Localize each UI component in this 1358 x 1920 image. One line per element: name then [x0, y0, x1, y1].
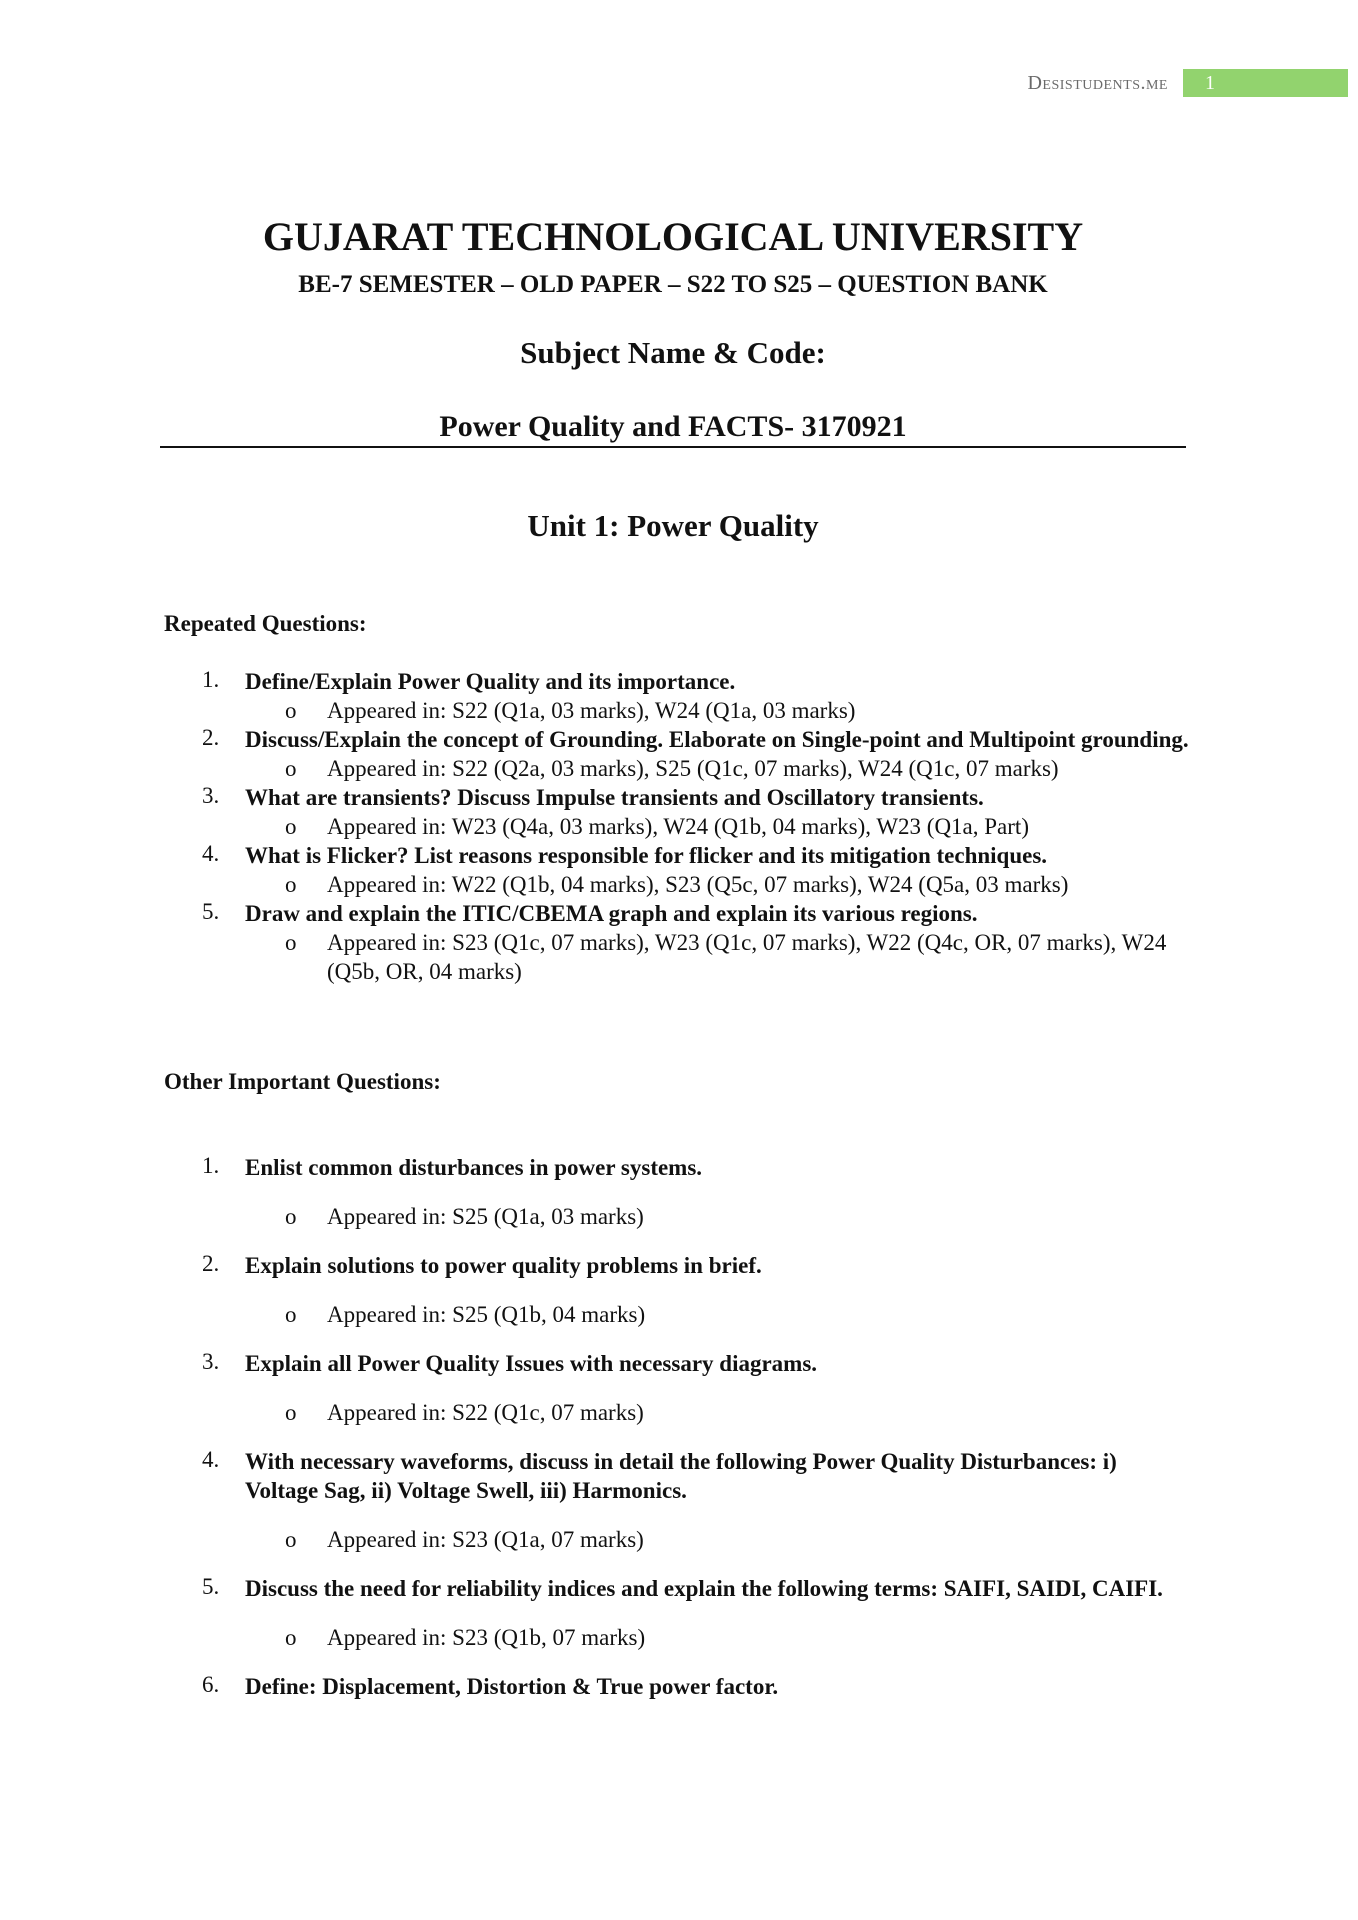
question-item — [164, 783, 1194, 841]
question-text: Discuss the need for reliability indices and explain the following terms: SAIFI, SAIDI, CAIFI. — [245, 1576, 1163, 1601]
subject-label: Subject Name & Code: — [520, 335, 826, 370]
question-text: Define/Explain Power Quality and its importance. — [245, 669, 736, 694]
question-number: 4. — [202, 841, 220, 866]
question-number: 3. — [202, 1349, 220, 1374]
question-item — [164, 1153, 1194, 1231]
question-number: 5. — [202, 899, 220, 924]
appeared-in-text: Appeared in: S25 (Q1a, 03 marks) — [327, 1204, 644, 1229]
appeared-in-text: Appeared in: S23 (Q1a, 07 marks) — [327, 1527, 644, 1552]
question-item — [164, 725, 1194, 783]
question-item — [164, 1251, 1194, 1329]
bullet-icon: o — [285, 872, 297, 897]
question-text: Explain all Power Quality Issues with necessary diagrams. — [245, 1351, 818, 1376]
appeared-in-text: Appeared in: W22 (Q1b, 04 marks), S23 (Q5c, 07 marks), W24 (Q5a, 03 marks) — [327, 872, 1069, 897]
bullet-icon: o — [285, 930, 297, 955]
appeared-in-text: Appeared in: W23 (Q4a, 03 marks), W24 (Q1b, 04 marks), W23 (Q1a, Part) — [327, 814, 1029, 839]
question-item — [164, 1574, 1194, 1652]
question-text: Draw and explain the ITIC/CBEMA graph and explain its various regions. — [245, 901, 978, 926]
appeared-in-text: Appeared in: S22 (Q1c, 07 marks) — [327, 1400, 644, 1425]
site-name: Desistudents.me — [1027, 72, 1168, 94]
bullet-icon: o — [285, 1527, 297, 1552]
appeared-in-text: Appeared in: S22 (Q1a, 03 marks), W24 (Q1a, 03 marks) — [327, 698, 856, 723]
question-number: 1. — [202, 667, 220, 692]
appeared-in-text: Appeared in: S25 (Q1b, 04 marks) — [327, 1302, 646, 1327]
page-number-badge: 1 — [1183, 69, 1348, 97]
bullet-icon: o — [285, 698, 297, 723]
question-number: 1. — [202, 1153, 220, 1178]
appeared-in — [285, 1202, 1194, 1231]
question-number: 5. — [202, 1574, 220, 1599]
bullet-icon: o — [285, 1400, 297, 1425]
appeared-in-text: Appeared in: S23 (Q1c, 07 marks), W23 (Q1c, 07 marks), W22 (Q4c, OR, 07 marks), W24 (Q5b, OR, 04 marks) — [327, 930, 1167, 984]
question-item — [164, 899, 1194, 986]
appeared-in — [285, 696, 1194, 725]
question-text: What is Flicker? List reasons responsible for flicker and its mitigation techniques. — [245, 843, 1048, 868]
question-text: Discuss/Explain the concept of Grounding. Elaborate on Single-point and Multipoint grounding. — [245, 727, 1189, 752]
appeared-in-text: Appeared in: S22 (Q2a, 03 marks), S25 (Q1c, 07 marks), W24 (Q1c, 07 marks) — [327, 756, 1059, 781]
appeared-in-text: Appeared in: S23 (Q1b, 07 marks) — [327, 1625, 646, 1650]
repeated-questions-heading: Repeated Questions: — [164, 611, 367, 636]
subject-name: Power Quality and FACTS- 3170921 — [439, 410, 907, 443]
question-text: Define: Displacement, Distortion & True power factor. — [245, 1674, 779, 1699]
bullet-icon: o — [285, 814, 297, 839]
bullet-icon: o — [285, 756, 297, 781]
appeared-in — [285, 1398, 1194, 1427]
unit-heading: Unit 1: Power Quality — [527, 508, 819, 543]
question-item — [164, 841, 1194, 899]
question-item — [164, 667, 1194, 725]
question-item — [164, 1349, 1194, 1427]
bullet-icon: o — [285, 1302, 297, 1327]
question-number: 2. — [202, 1251, 220, 1276]
question-text: Enlist common disturbances in power systems. — [245, 1155, 703, 1180]
question-number: 3. — [202, 783, 220, 808]
other-questions-list — [164, 1153, 1194, 1721]
bullet-icon: o — [285, 1625, 297, 1650]
question-text: With necessary waveforms, discuss in detail the following Power Quality Disturbances: i) Voltage Sag, ii) Voltage Swell, iii) Harmonics. — [245, 1449, 1117, 1503]
question-number: 2. — [202, 725, 220, 750]
other-questions-heading: Other Important Questions: — [164, 1069, 441, 1094]
question-text: Explain solutions to power quality problems in brief. — [245, 1253, 762, 1278]
question-item — [164, 1672, 1194, 1701]
appeared-in — [285, 754, 1194, 783]
appeared-in — [285, 928, 1194, 986]
appeared-in — [285, 1623, 1194, 1652]
title-divider — [160, 446, 1186, 448]
university-title: GUJARAT TECHNOLOGICAL UNIVERSITY — [262, 214, 1084, 259]
bullet-icon: o — [285, 1204, 297, 1229]
question-text: What are transients? Discuss Impulse transients and Oscillatory transients. — [245, 785, 984, 810]
repeated-questions-list — [164, 667, 1194, 986]
question-number: 4. — [202, 1447, 220, 1472]
appeared-in — [285, 1525, 1194, 1554]
question-number: 6. — [202, 1672, 220, 1697]
document-subtitle: BE-7 SEMESTER – OLD PAPER – S22 TO S25 – QUESTION BANK — [298, 271, 1048, 298]
appeared-in — [285, 812, 1194, 841]
question-item — [164, 1447, 1194, 1554]
appeared-in — [285, 1300, 1194, 1329]
appeared-in — [285, 870, 1194, 899]
